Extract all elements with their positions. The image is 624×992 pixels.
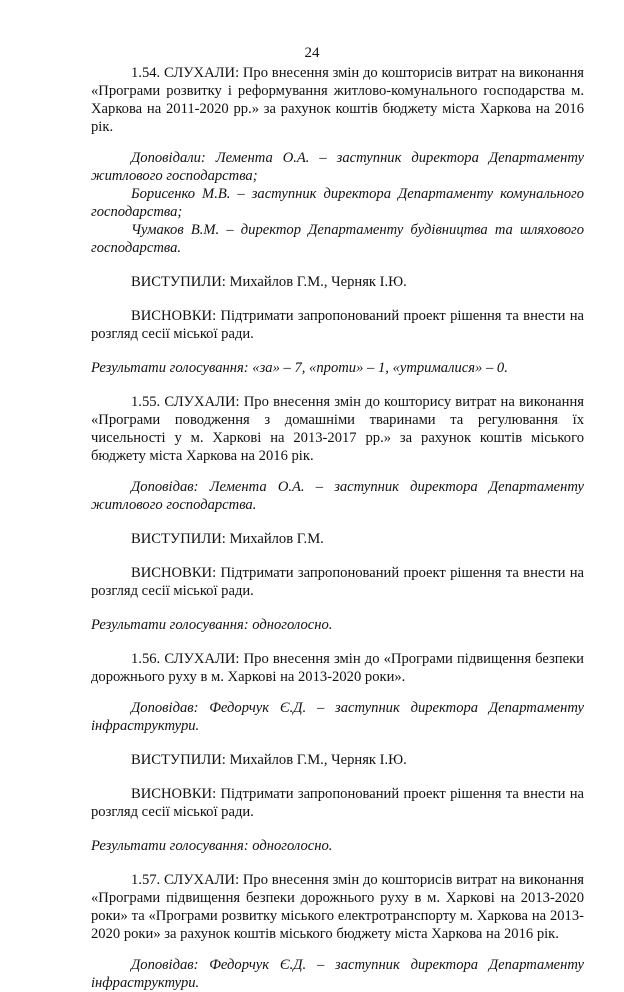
- item-1-55-vote: Результати голосування: одноголосно.: [91, 617, 333, 633]
- item-1-56-decided: ВИСНОВКИ: Підтримати запропонований проект рішення та внести на розгляд сесії міської ради.: [91, 786, 584, 820]
- page-number: 24: [304, 45, 320, 61]
- item-1-56-heard: 1.56. СЛУХАЛИ: Про внесення змін до «Програми підвищення безпеки дорожнього руху в м. Харкові на 2013-2020 роки».: [91, 651, 584, 685]
- item-1-54-vote: Результати голосування: «за» – 7, «проти» – 1, «утрималися» – 0.: [91, 360, 508, 376]
- item-1-56-vote: Результати голосування: одноголосно.: [91, 838, 333, 854]
- item-1-56-reporter-1: Доповідав: Федорчук Є.Д. – заступник директора Департаменту інфраструктури.: [91, 700, 584, 734]
- item-1-57-reporter-1: Доповідав: Федорчук Є.Д. – заступник директора Департаменту інфраструктури.: [91, 957, 584, 991]
- item-1-54-reporter-1: Доповідали: Лемента О.А. – заступник директора Департаменту житлового господарства;: [91, 150, 584, 184]
- item-1-55-decided: ВИСНОВКИ: Підтримати запропонований проект рішення та внести на розгляд сесії міської ради.: [91, 565, 584, 599]
- item-1-54-heard: 1.54. СЛУХАЛИ: Про внесення змін до кошторисів витрат на виконання «Програми розвитку і реформування житлово-комунального господарства м. Харкова на 2011-2020 рр.» за рахунок коштів бюджету міста Харкова на 2016 рік.: [91, 65, 584, 135]
- page-content: [91, 64, 584, 992]
- item-1-55-heard: 1.55. СЛУХАЛИ: Про внесення змін до кошторису витрат на виконання «Програми поводження з домашніми тваринами та регулювання їх чисельності у м. Харкові на 2013-2017 рр.» за рахунок коштів міського бюджету міста Харкова на 2016 рік.: [91, 394, 584, 464]
- item-1-54-reporter-3: Чумаков В.М. – директор Департаменту будівництва та шляхового господарства.: [91, 222, 584, 256]
- item-1-55-spoke: ВИСТУПИЛИ: Михайлов Г.М.: [131, 531, 324, 547]
- item-1-54-reporter-2: Борисенко М.В. – заступник директора Департаменту комунального господарства;: [91, 186, 584, 220]
- item-1-54-spoke: ВИСТУПИЛИ: Михайлов Г.М., Черняк І.Ю.: [131, 274, 407, 290]
- item-1-57-heard: 1.57. СЛУХАЛИ: Про внесення змін до кошторисів витрат на виконання «Програми підвищення безпеки дорожнього руху в м. Харкові на 2013-2020 роки» та «Програми розвитку міського електротранспорту м. Харкова на 2013-2020 роки» за рахунок коштів міського бюджету міста Харкова на 2016 рік.: [91, 872, 584, 942]
- item-1-55-reporter-1: Доповідав: Лемента О.А. – заступник директора Департаменту житлового господарства.: [91, 479, 584, 513]
- item-1-54-decided: ВИСНОВКИ: Підтримати запропонований проект рішення та внести на розгляд сесії міської ради.: [91, 308, 584, 342]
- item-1-56-spoke: ВИСТУПИЛИ: Михайлов Г.М., Черняк І.Ю.: [131, 752, 407, 768]
